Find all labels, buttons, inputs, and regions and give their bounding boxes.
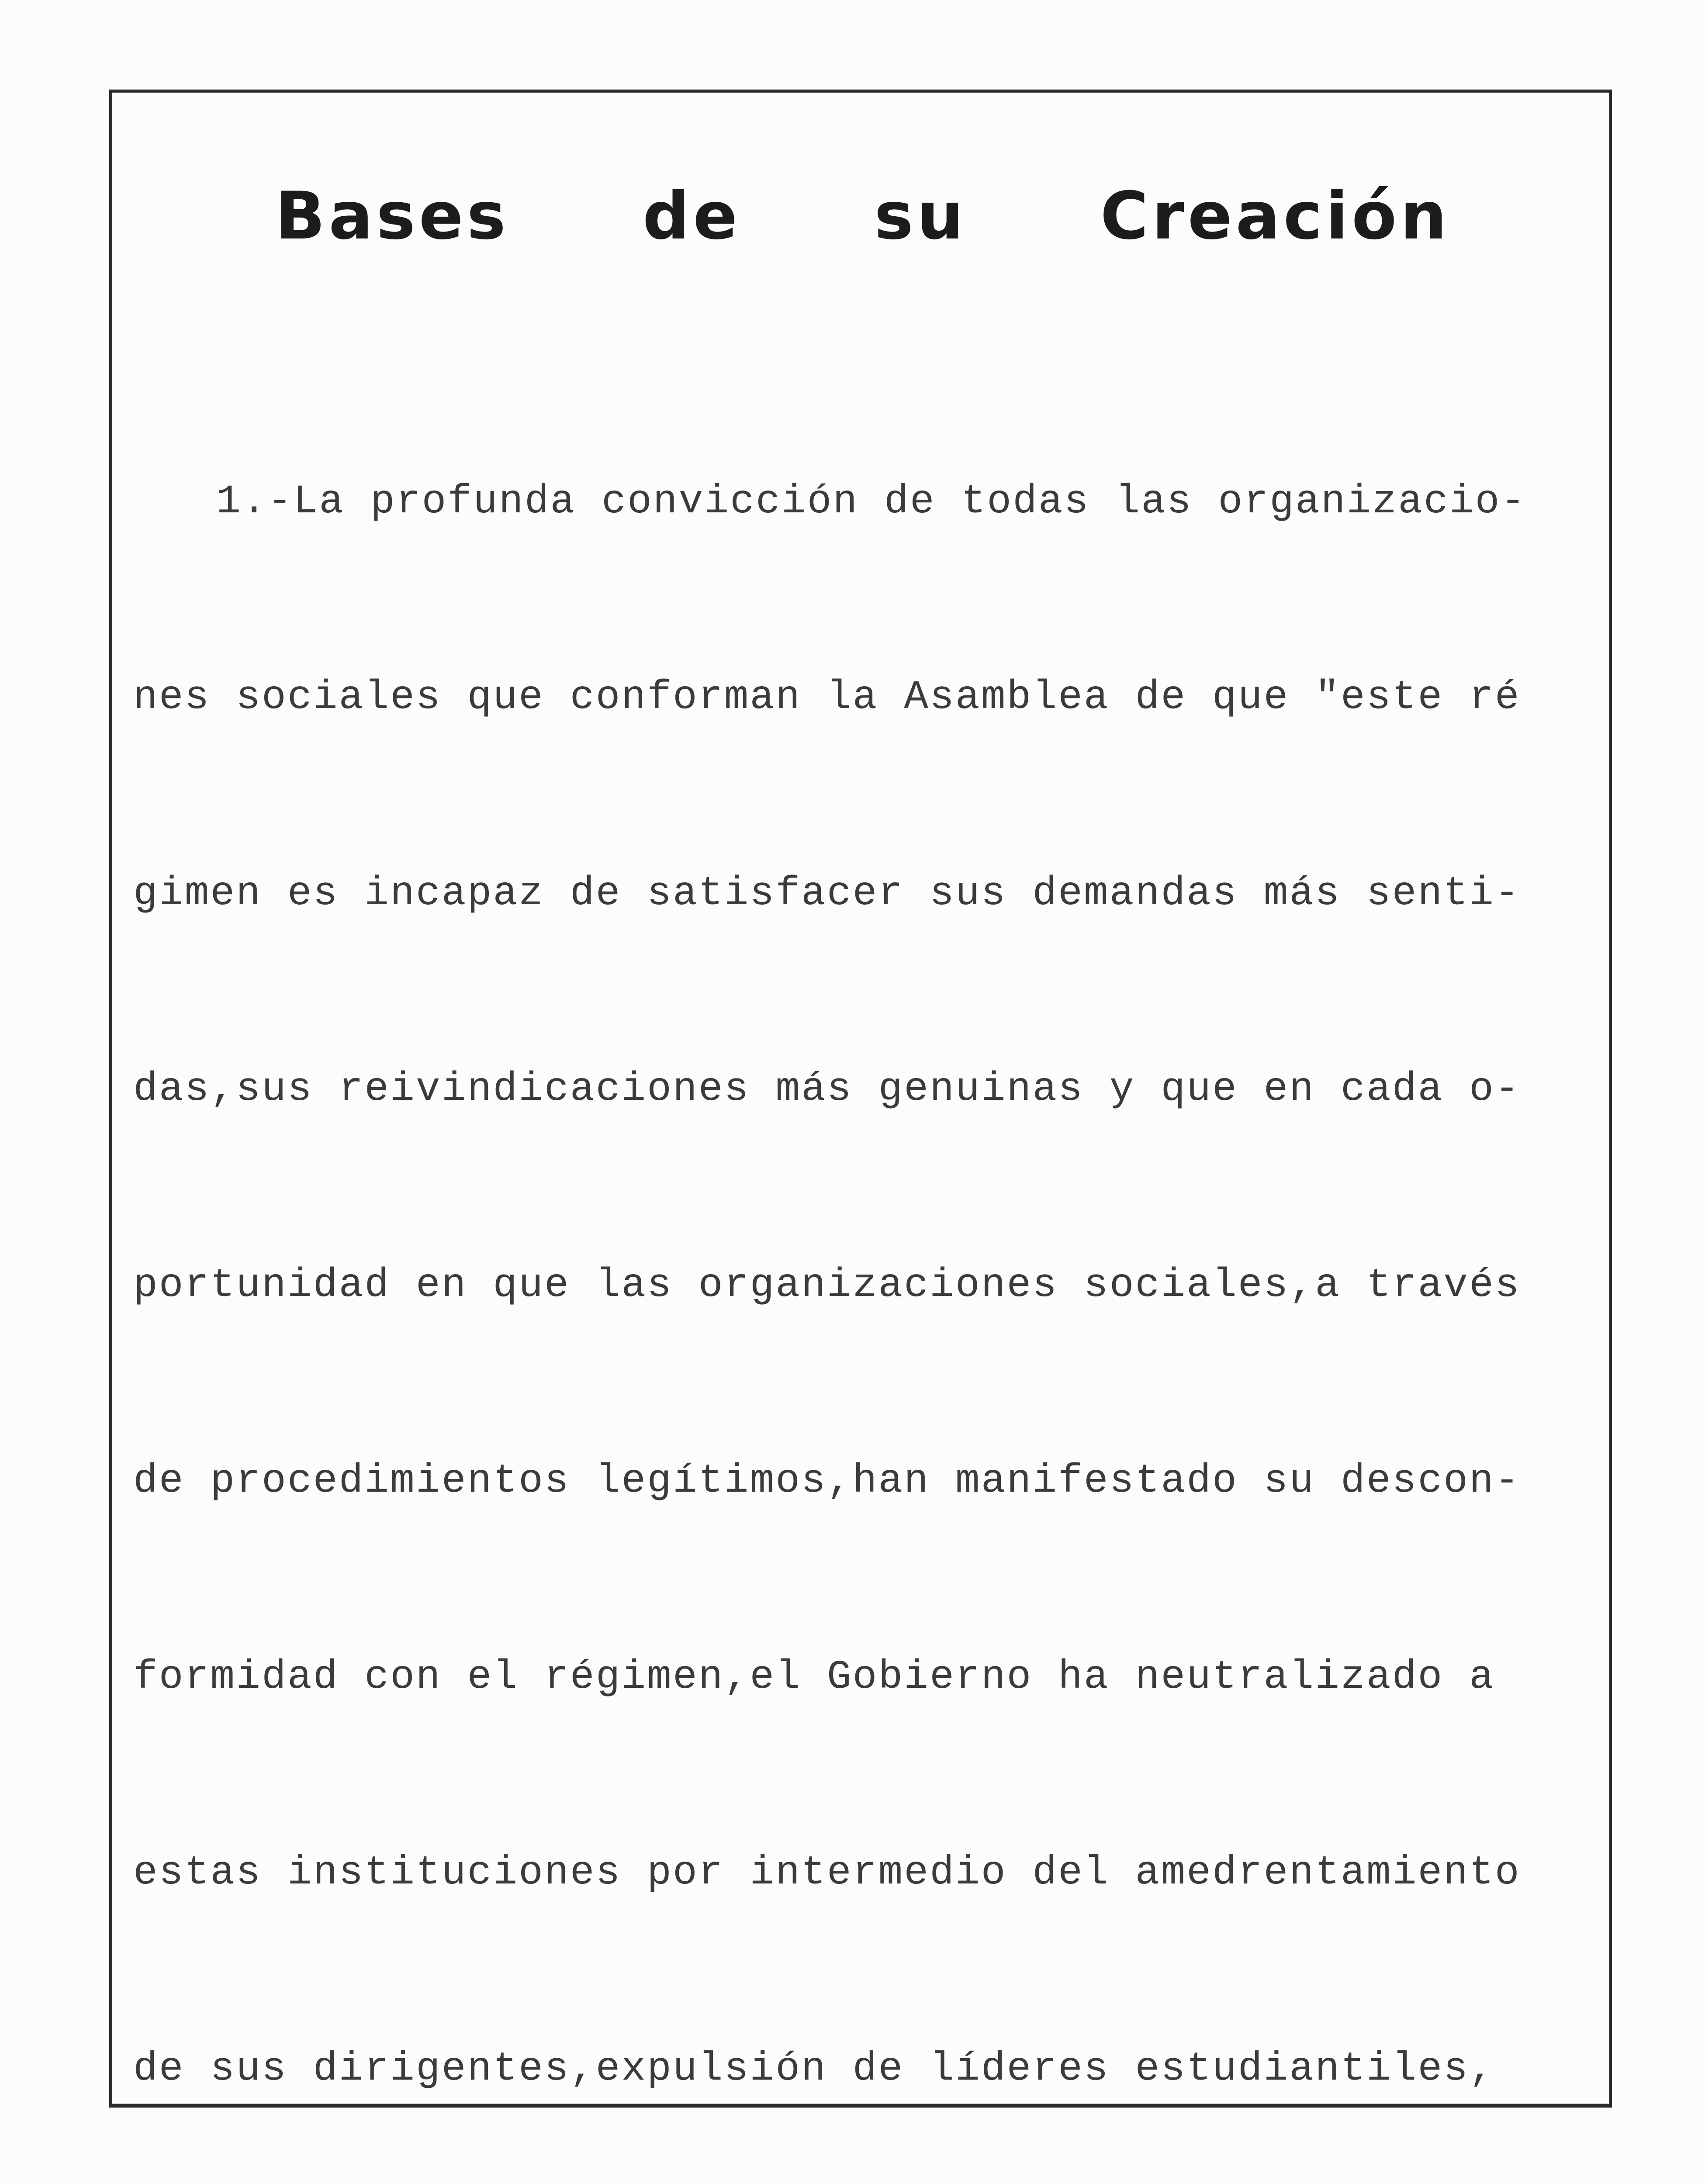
text-line: das,sus reivindicaciones más genuinas y que en cada o- bbox=[133, 1066, 1521, 1112]
title-word-bases: Bases bbox=[275, 178, 509, 254]
title-word-de: de bbox=[643, 178, 741, 254]
title-word-su: su bbox=[874, 178, 967, 254]
text-line: nes sociales que conforman la Asamblea de que "este ré bbox=[133, 674, 1521, 720]
text-line: de sus dirigentes,expulsión de líderes estudiantiles, bbox=[133, 2046, 1495, 2092]
text-line: portunidad en que las organizaciones sociales,a través bbox=[133, 1262, 1521, 1308]
page-title bbox=[131, 118, 1590, 254]
text-line: estas instituciones por intermedio del amedrentamiento bbox=[133, 1850, 1521, 1896]
text-line: de procedimientos legítimos,han manifestado su descon- bbox=[133, 1458, 1521, 1504]
text-line: formidad con el régimen,el Gobierno ha neutralizado a bbox=[133, 1654, 1495, 1700]
text-line: gimen es incapaz de satisfacer sus demandas más senti- bbox=[133, 870, 1521, 916]
title-word-creacion: Creación bbox=[1100, 178, 1450, 254]
body-text bbox=[133, 273, 1601, 2184]
text-line: 1.-La profunda convicción de todas las organizacio- bbox=[216, 478, 1527, 525]
